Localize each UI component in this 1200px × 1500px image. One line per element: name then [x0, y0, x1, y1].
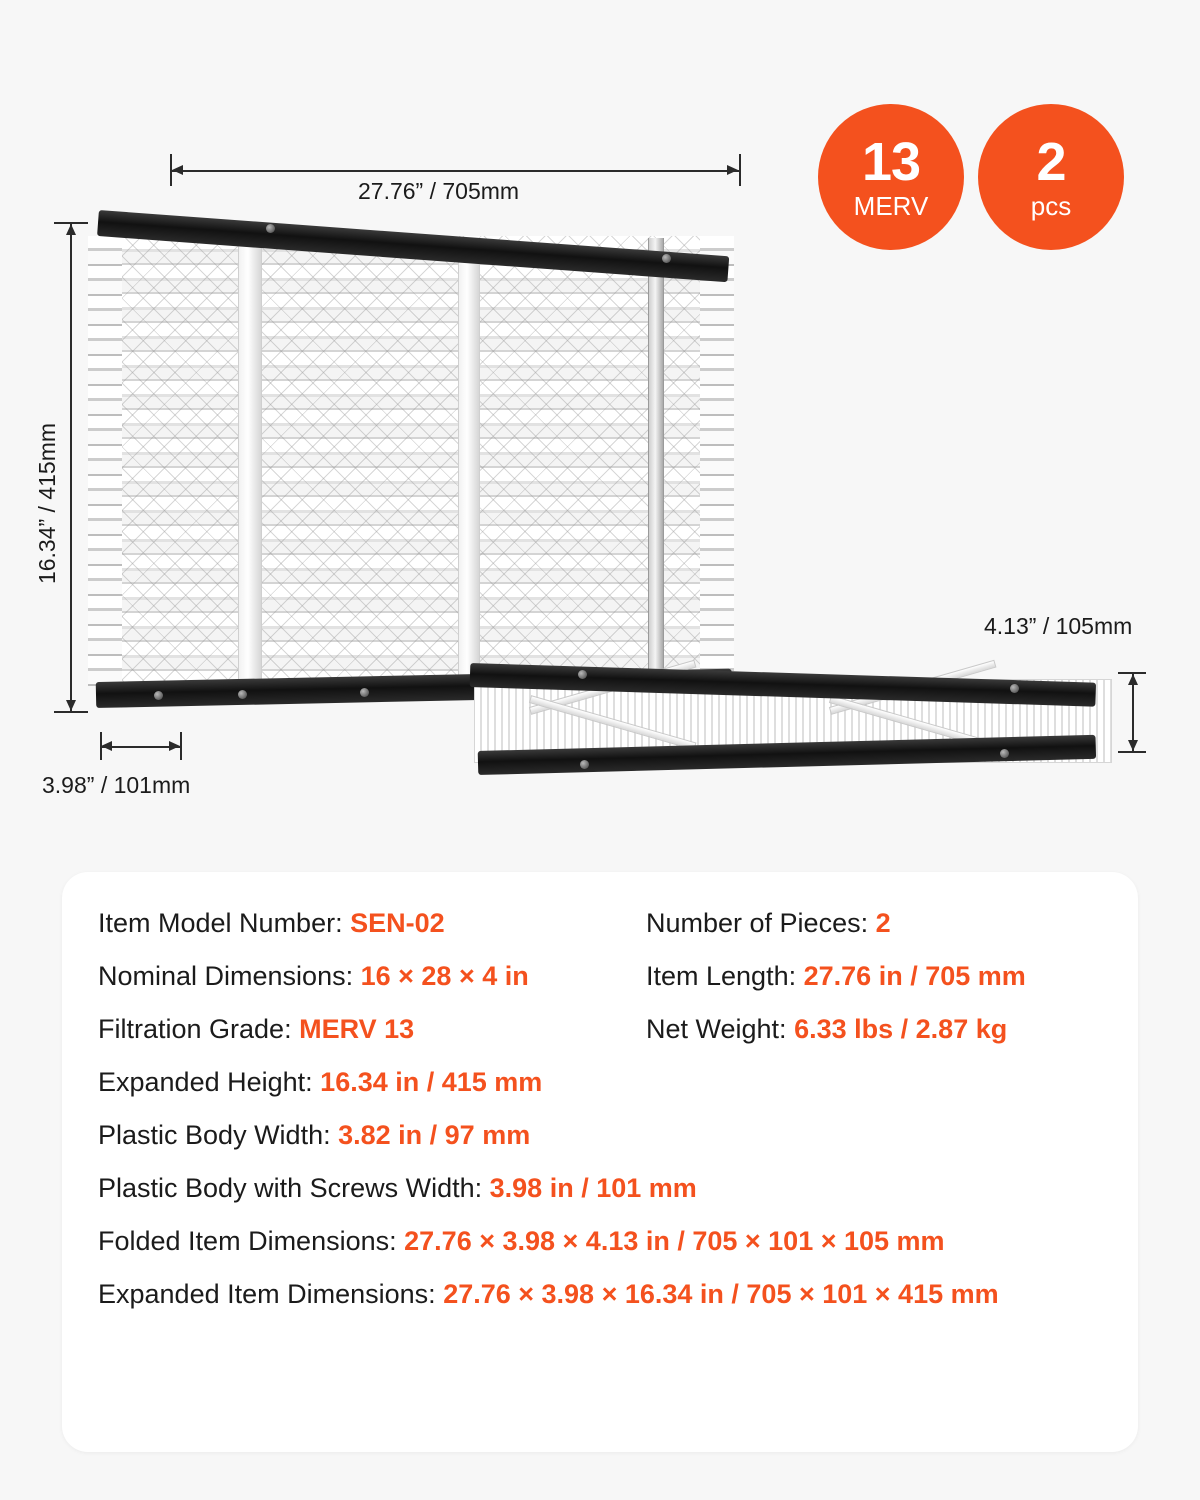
- height-arrow-bottom: [66, 700, 76, 711]
- pieces-badge-caption: pcs: [1030, 191, 1072, 221]
- depth-arrow-right: [169, 741, 180, 751]
- spec-column-right: [646, 910, 1116, 1069]
- folded-air-filter-image: [470, 655, 1120, 785]
- spec-label: Expanded Height:: [98, 1067, 313, 1097]
- spec-value: 3.98 in / 101 mm: [489, 1173, 697, 1203]
- width-dimension-tick-right: [739, 154, 741, 186]
- rail-screw-icon: [1010, 684, 1019, 693]
- spec-label: Item Length:: [646, 961, 797, 991]
- filter-pleat-edge-right: [700, 236, 734, 686]
- thickness-arrow-top: [1128, 674, 1138, 685]
- merv-badge-caption: MERV: [853, 191, 929, 221]
- thickness-dimension-label: 4.13” / 105mm: [984, 613, 1133, 639]
- spec-label: Number of Pieces:: [646, 908, 869, 938]
- expanded-air-filter-image: [88, 196, 748, 726]
- filter-support-strap: [238, 238, 262, 684]
- spec-row-net-weight: [646, 1016, 1116, 1043]
- depth-dimension-label: 3.98” / 101mm: [42, 772, 191, 798]
- height-dimension-label: 16.34” / 415mm: [34, 422, 61, 585]
- spec-label: Folded Item Dimensions:: [98, 1226, 397, 1256]
- height-dimension-tick-bottom: [54, 711, 88, 713]
- rail-screw-icon: [578, 670, 587, 679]
- rail-screw-icon: [238, 690, 247, 699]
- specifications-card: [62, 872, 1138, 1452]
- spec-row-item-length: [646, 963, 1116, 990]
- rail-screw-icon: [266, 224, 275, 233]
- spec-value: MERV 13: [299, 1014, 415, 1044]
- rail-screw-icon: [580, 760, 589, 769]
- spec-row-expanded-height: [98, 1069, 718, 1096]
- rail-screw-icon: [360, 688, 369, 697]
- width-dimension-label: 27.76” / 705mm: [358, 178, 520, 204]
- spec-label: Plastic Body with Screws Width:: [98, 1173, 483, 1203]
- spec-value: 27.76 × 3.98 × 4.13 in / 705 × 101 × 105 mm: [404, 1226, 945, 1256]
- spec-row-expanded-item-dimensions: [98, 1279, 999, 1309]
- thickness-dimension-tick-bottom: [1118, 751, 1146, 753]
- spec-label: Filtration Grade:: [98, 1014, 292, 1044]
- spec-value: 3.82 in / 97 mm: [338, 1120, 531, 1150]
- spec-label: Item Model Number:: [98, 908, 343, 938]
- width-arrow-left: [172, 165, 183, 175]
- filter-pleat-edge-left: [88, 236, 122, 686]
- spec-value: 16 × 28 × 4 in: [360, 961, 529, 991]
- spec-label: Net Weight:: [646, 1014, 787, 1044]
- spec-row-number-of-pieces: [646, 910, 1116, 937]
- width-dimension-line: [170, 170, 740, 172]
- depth-dimension-tick-right: [180, 732, 182, 760]
- spec-row-filtration-grade: [98, 1016, 718, 1043]
- thickness-arrow-bottom: [1128, 740, 1138, 751]
- spec-label: Nominal Dimensions:: [98, 961, 354, 991]
- rail-screw-icon: [662, 254, 671, 263]
- height-dimension-line: [70, 222, 72, 712]
- pieces-badge: [978, 104, 1124, 250]
- spec-value: 6.33 lbs / 2.87 kg: [794, 1014, 1008, 1044]
- spec-label: Expanded Item Dimensions:: [98, 1279, 436, 1309]
- pieces-badge-value: 2: [1036, 132, 1066, 192]
- depth-dimension-line: [100, 746, 180, 748]
- spec-row-folded-item-dimensions: [98, 1226, 945, 1256]
- spec-label: Plastic Body Width:: [98, 1120, 331, 1150]
- spec-row-plastic-body-with-screws-width: [98, 1175, 718, 1202]
- filter-mesh-overlay: [106, 236, 732, 686]
- spec-row-plastic-body-width: [98, 1122, 718, 1149]
- spec-row-nominal-dimensions: [98, 963, 718, 990]
- depth-arrow-left: [101, 741, 112, 751]
- filter-support-strap: [458, 238, 480, 684]
- height-arrow-top: [66, 224, 76, 235]
- width-arrow-right: [727, 165, 738, 175]
- spec-value: SEN-02: [350, 908, 445, 938]
- spec-value: 2: [875, 908, 891, 938]
- spec-value: 16.34 in / 415 mm: [320, 1067, 543, 1097]
- rail-screw-icon: [1000, 749, 1009, 758]
- rail-screw-icon: [154, 691, 163, 700]
- filter-metal-brace: [648, 238, 664, 684]
- merv-badge: [818, 104, 964, 250]
- spec-value: 27.76 × 3.98 × 16.34 in / 705 × 101 × 415 mm: [443, 1279, 999, 1309]
- spec-value: 27.76 in / 705 mm: [803, 961, 1026, 991]
- spec-row-item-model-number: [98, 910, 718, 937]
- merv-badge-value: 13: [861, 132, 921, 192]
